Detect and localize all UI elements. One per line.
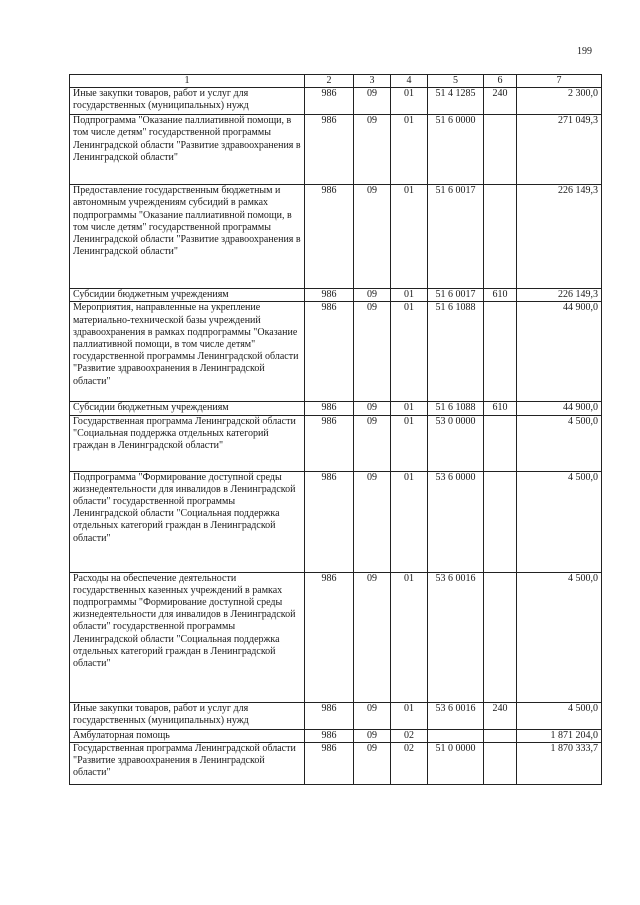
row-c6: 240: [484, 702, 517, 729]
row-c6: [484, 471, 517, 572]
row-name: Иные закупки товаров, работ и услуг для государственных (муниципальных) нужд: [70, 702, 305, 729]
row-c7: 44 900,0: [517, 402, 602, 415]
col-header-1: 1: [70, 75, 305, 88]
table-row: [70, 572, 602, 702]
header-row: [70, 75, 602, 88]
row-c5: 51 6 1088: [428, 302, 484, 402]
row-name: Государственная программа Ленинградской области "Социальная поддержка отдельных категорий граждан в Ленинградской области": [70, 415, 305, 471]
row-c7: 271 049,3: [517, 115, 602, 185]
row-c4: 01: [391, 302, 428, 402]
row-c6: [484, 302, 517, 402]
table-row: [70, 415, 602, 471]
row-c3: 09: [354, 572, 391, 702]
row-c7: 4 500,0: [517, 572, 602, 702]
row-c6: [484, 115, 517, 185]
row-c2: 986: [305, 702, 354, 729]
row-c2: 986: [305, 415, 354, 471]
row-c7: 1 870 333,7: [517, 742, 602, 784]
row-c6: [484, 729, 517, 742]
row-c6: [484, 572, 517, 702]
row-c5: 51 4 1285: [428, 88, 484, 115]
row-c3: 09: [354, 402, 391, 415]
row-c5: 51 0 0000: [428, 742, 484, 784]
row-c4: 01: [391, 415, 428, 471]
row-c4: 01: [391, 402, 428, 415]
row-name: Субсидии бюджетным учреждениям: [70, 289, 305, 302]
row-c5: 53 6 0016: [428, 702, 484, 729]
row-c7: 4 500,0: [517, 415, 602, 471]
row-name: Предоставление государственным бюджетным и автономным учреждениям субсидий в рамках подпрограммы "Оказание паллиативной помощи, в том числе детям" государственной программы Ленинградской области "Развитие здравоохранения в Ленинградской области": [70, 185, 305, 289]
row-c7: 226 149,3: [517, 185, 602, 289]
row-c3: 09: [354, 185, 391, 289]
row-c6: 610: [484, 289, 517, 302]
table-row: [70, 115, 602, 185]
row-c4: 02: [391, 742, 428, 784]
row-c3: 09: [354, 115, 391, 185]
table-row: [70, 702, 602, 729]
row-c5: 51 6 1088: [428, 402, 484, 415]
row-c4: 01: [391, 572, 428, 702]
row-c3: 09: [354, 742, 391, 784]
row-c5: 53 0 0000: [428, 415, 484, 471]
row-c6: 610: [484, 402, 517, 415]
row-c3: 09: [354, 289, 391, 302]
row-c7: 2 300,0: [517, 88, 602, 115]
row-c5: 51 6 0017: [428, 289, 484, 302]
row-c2: 986: [305, 471, 354, 572]
table-row: [70, 471, 602, 572]
row-c6: [484, 742, 517, 784]
col-header-3: 3: [354, 75, 391, 88]
row-c2: 986: [305, 88, 354, 115]
row-c3: 09: [354, 302, 391, 402]
row-c5: 53 6 0016: [428, 572, 484, 702]
row-c6: [484, 415, 517, 471]
row-c2: 986: [305, 742, 354, 784]
row-c6: [484, 185, 517, 289]
row-name: Государственная программа Ленинградской области "Развитие здравоохранения в Ленинградской области": [70, 742, 305, 784]
row-c7: 4 500,0: [517, 471, 602, 572]
row-c2: 986: [305, 302, 354, 402]
row-c5: 51 6 0000: [428, 115, 484, 185]
row-c5: [428, 729, 484, 742]
row-name: Подпрограмма "Формирование доступной среды жизнедеятельности для инвалидов в Ленинградской области" государственной программы Ленинградской области "Социальная поддержка отдельных категорий граждан в Ленинградской области": [70, 471, 305, 572]
row-c3: 09: [354, 729, 391, 742]
row-c2: 986: [305, 402, 354, 415]
row-c2: 986: [305, 115, 354, 185]
budget-table: [69, 74, 602, 785]
row-c5: 53 6 0000: [428, 471, 484, 572]
col-header-4: 4: [391, 75, 428, 88]
row-c2: 986: [305, 289, 354, 302]
row-c3: 09: [354, 471, 391, 572]
row-c5: 51 6 0017: [428, 185, 484, 289]
table-row: [70, 742, 602, 784]
col-header-2: 2: [305, 75, 354, 88]
table-row: [70, 289, 602, 302]
row-name: Амбулаторная помощь: [70, 729, 305, 742]
col-header-6: 6: [484, 75, 517, 88]
row-c4: 01: [391, 289, 428, 302]
row-c7: 226 149,3: [517, 289, 602, 302]
row-c2: 986: [305, 185, 354, 289]
col-header-5: 5: [428, 75, 484, 88]
row-c4: 01: [391, 88, 428, 115]
row-c7: 4 500,0: [517, 702, 602, 729]
table-row: [70, 729, 602, 742]
row-name: Подпрограмма "Оказание паллиативной помощи, в том числе детям" государственной программы Ленинградской области "Развитие здравоохранения в Ленинградской области": [70, 115, 305, 185]
row-c4: 01: [391, 471, 428, 572]
row-name: Расходы на обеспечение деятельности государственных казенных учреждений в рамках подпрограммы "Формирование доступной среды жизнедеятельности для инвалидов в Ленинградской области" государственной программы Ленинградской области "Социальная поддержка отдельных категорий граждан в Ленинградской области": [70, 572, 305, 702]
row-c4: 01: [391, 702, 428, 729]
table-row: [70, 302, 602, 402]
table-row: [70, 185, 602, 289]
page-number: 199: [577, 46, 592, 57]
row-c7: 44 900,0: [517, 302, 602, 402]
row-c4: 01: [391, 185, 428, 289]
table-row: [70, 402, 602, 415]
table-row: [70, 88, 602, 115]
row-c4: 01: [391, 115, 428, 185]
row-c3: 09: [354, 702, 391, 729]
row-c2: 986: [305, 572, 354, 702]
row-c7: 1 871 204,0: [517, 729, 602, 742]
row-c6: 240: [484, 88, 517, 115]
row-c3: 09: [354, 415, 391, 471]
row-c2: 986: [305, 729, 354, 742]
row-name: Субсидии бюджетным учреждениям: [70, 402, 305, 415]
row-c3: 09: [354, 88, 391, 115]
row-name: Мероприятия, направленные на укрепление материально-технической базы учреждений здравоохранения в рамках подпрограммы "Оказание паллиативной помощи, в том числе детям" государственной программы Ленинградской области "Развитие здравоохранения в Ленинградской области": [70, 302, 305, 402]
col-header-7: 7: [517, 75, 602, 88]
row-c4: 02: [391, 729, 428, 742]
row-name: Иные закупки товаров, работ и услуг для государственных (муниципальных) нужд: [70, 88, 305, 115]
